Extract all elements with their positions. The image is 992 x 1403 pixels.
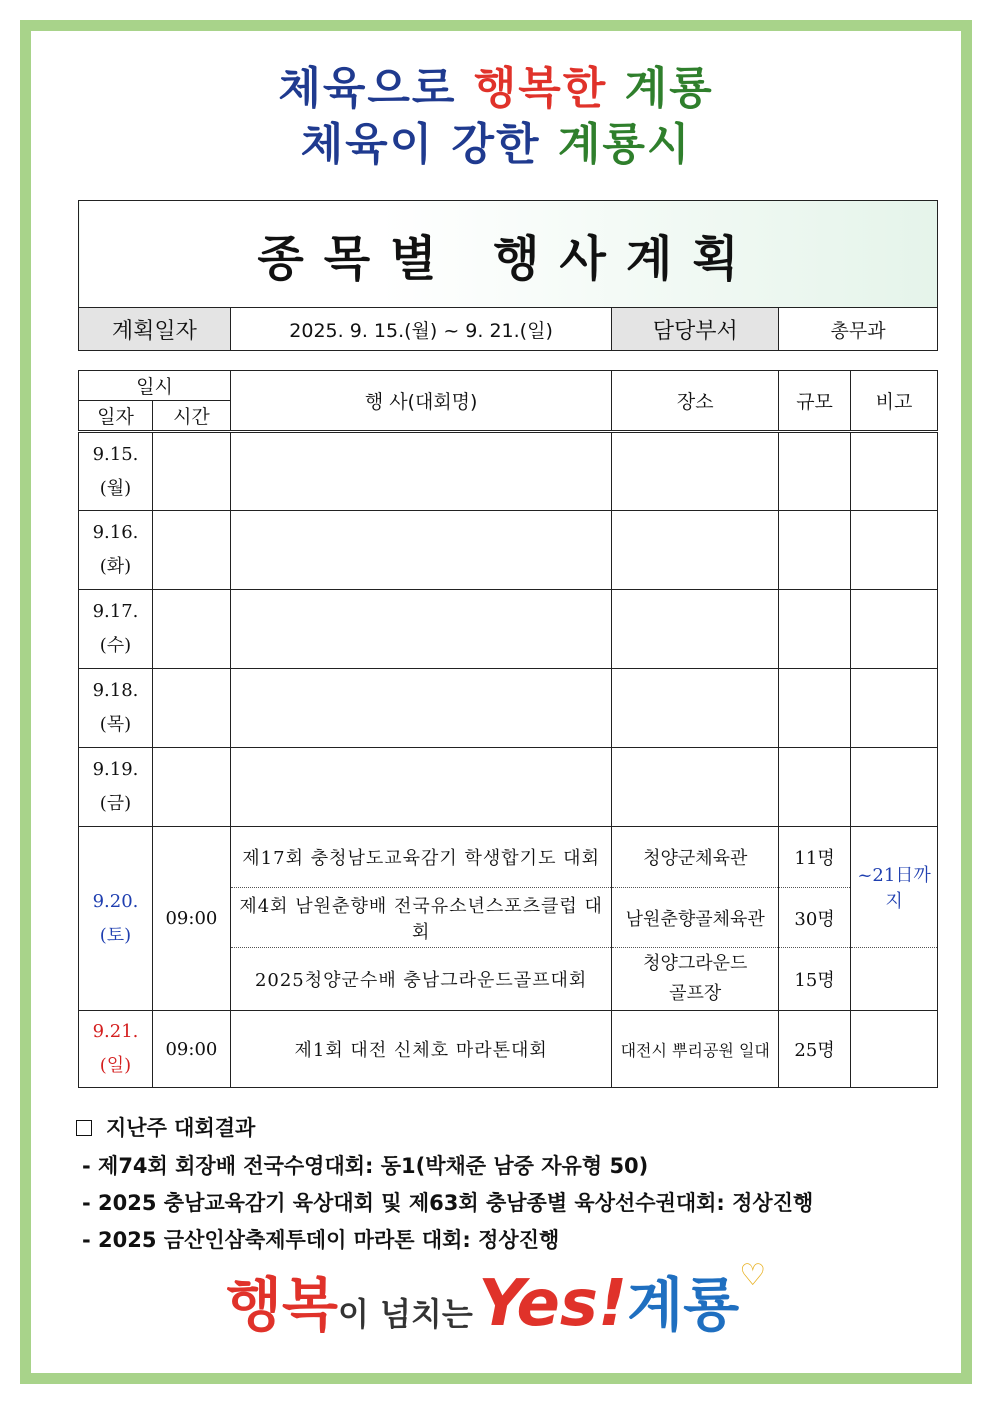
event-name: 제4회 남원춘향배 전국유소년스포츠클럽 대회 [230,888,611,948]
day-cell: 9.17. (수) [79,590,153,669]
event-place: 청양군체육관 [612,827,779,888]
event-scale: 15명 [779,948,851,1011]
header-note: 비고 [851,371,938,432]
time-cell: 09:00 [152,827,230,1011]
day-cell: 9.18. (목) [79,669,153,748]
table-row [79,590,938,669]
slogan-text: 체육이 강한 [300,119,558,170]
table-row [79,669,938,748]
slogan-text: 행복한 [473,63,608,114]
table-row [79,827,938,888]
result-item: - 2025 충남교육감기 육상대회 및 제63회 충남종별 육상선수권대회: 정상진행 [82,1191,814,1215]
result-item: - 제74회 회장배 전국수영대회: 동1(박채준 남중 자유형 50) [82,1154,649,1178]
bottom-slogan [0,1258,992,1342]
result-item: - 2025 금산인삼축제투데이 마라톤 대회: 정상진행 [82,1228,560,1252]
slogan-text: 계룡시 [557,119,692,170]
page-title: 종목별 행사계획 [79,201,938,308]
event-scale: 25명 [779,1011,851,1088]
plan-date-value: 2025. 9. 15.(월) ~ 9. 21.(일) [230,308,612,351]
time-cell: 09:00 [152,1011,230,1088]
day-cell: 9.19. (금) [79,748,153,827]
event-name: 제17회 충청남도교육감기 학생합기도 대회 [230,827,611,888]
header-date: 일자 [79,401,153,432]
slogan-text: 행복 [225,1271,338,1339]
event-scale: 30명 [779,888,851,948]
event-note: ~21日까지 [851,827,938,948]
slogan-text: 계룡 [607,63,714,114]
event-place: 남원춘향골체육관 [612,888,779,948]
day-cell-sunday: 9.21. (일) [79,1011,153,1088]
table-row [79,511,938,590]
dept-value: 총무과 [779,308,938,351]
top-slogan-line2 [0,108,992,168]
day-cell: 9.16. (화) [79,511,153,590]
header-table [78,200,938,351]
last-week-results [76,1112,916,1261]
header-scale: 규모 [779,371,851,432]
top-slogan-line1 [0,52,992,112]
slogan-text: 계룡 [627,1271,740,1339]
slogan-text: Yes! [478,1267,628,1341]
day-cell: 9.15. (월) [79,432,153,511]
dept-label: 담당부서 [612,308,779,351]
plan-date-label: 계획일자 [79,308,231,351]
checkbox-icon [76,1120,92,1136]
table-row [79,1011,938,1088]
slogan-text: 체육으로 [278,63,474,114]
header-place: 장소 [612,371,779,432]
header-datetime: 일시 [79,371,231,401]
header-time: 시간 [152,401,230,432]
results-heading: 지난주 대회결과 [76,1112,916,1142]
table-row [79,748,938,827]
event-place: 대전시 뿌리공원 일대 [612,1011,779,1088]
schedule-table [78,370,938,1088]
header-event: 행 사(대회명) [230,371,611,432]
event-scale: 11명 [779,827,851,888]
heart-icon: ♡ [739,1258,767,1293]
slogan-text: 이 넘치는 [337,1295,473,1333]
table-row [79,432,938,511]
event-place: 청양그라운드 골프장 [612,948,779,1011]
event-name: 제1회 대전 신체호 마라톤대회 [230,1011,611,1088]
event-name: 2025청양군수배 충남그라운드골프대회 [230,948,611,1011]
day-cell-saturday: 9.20. (토) [79,827,153,1011]
